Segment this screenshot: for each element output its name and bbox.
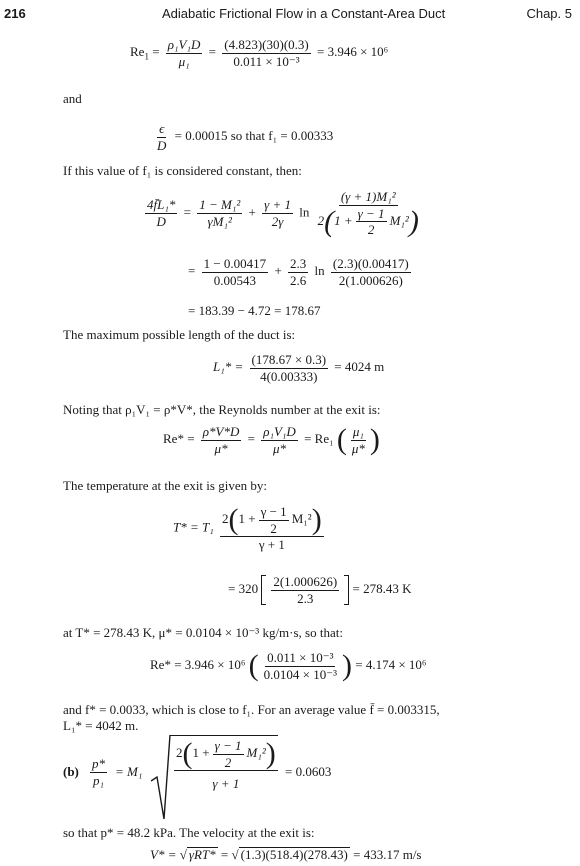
text-noting: Noting that ρ₁V₁ = ρ*V*, the Reynolds number at the exit is:	[63, 402, 381, 417]
equation-pressure-ratio: (b) $\frac{p*}{\text{p₁}}$ = M₁ 2(1 + $\frac{\gamma - 1}{2}$ M₁²) γ + 1 = 0.0603	[63, 733, 443, 823]
equation-re1: $Re_1$ = $\frac{\text{ρ₁V₁D}}{\text{μ₁}}$ = $\frac{(4.823)(30)(0.3)}{\text{0.011 × 10⁻³}}$ = 3.946 × 10⁶	[130, 37, 389, 69]
equation-tstar: T* = T₁ 2(1 + $\frac{\gamma - 1}{2}$ M₁²) γ + 1	[173, 503, 322, 553]
equation-friction-length-result: = 183.39 − 4.72 = 178.67	[188, 303, 321, 318]
text-if-constant: If this value of f₁ is considered constant, then:	[63, 163, 302, 178]
equation-epsilon: $\frac{\epsilon}{D}$ = 0.00015 so that f₁ = 0.00333	[157, 121, 334, 153]
equation-lstar: L₁* = $\frac{(178.67 \times 0.3)}{4(0.00333)}$ = 4024 m	[213, 352, 385, 384]
text-at-tstar: at T* = 278.43 K, μ* = 0.0104 × 10⁻³ kg/m·s, so that:	[63, 625, 343, 640]
equation-vstar: V* = √ γRT* = √ (1.3)(518.4)(278.43) = 433.17 m/s	[150, 847, 422, 862]
equation-tstar-numeric: = 320 $\frac{2(1.000626)}{2.3}$ = 278.43 K	[228, 574, 412, 606]
chapter-label: Chap. 5	[526, 6, 572, 21]
text-max-length: The maximum possible length of the duct is:	[63, 327, 296, 342]
equation-friction-length-numeric: = $\frac{1 - 0.00417}{0.00543}$ + $\frac{2.3}{2.6}$ ln $\frac{(2.3)(0.00417)}{2(1.000626)}$	[188, 256, 409, 288]
fraction: $\frac{\text{ρ₁V₁D}}{\text{μ₁}}$	[167, 37, 201, 69]
equation-restar-numeric: Re* = 3.946 × 10⁶ ( $\frac{\text{0.011 × 10⁻³}}{\text{0.0104 × 10⁻³}}$ ) = 4.174 × 10⁶	[150, 649, 427, 683]
page-number: 216	[4, 6, 26, 21]
sqrt-symbol	[151, 733, 171, 823]
equation-restar: Re* = $\frac{\rho*V*D}{\mu*}$ = $\frac{\text{ρ₁V₁D}}{\mu*}$ = Re₁ ( $\frac{\text{μ₁}}{\mu*}$ )	[163, 423, 380, 457]
fraction: $\frac{(4.823)(30)(0.3)}{\text{0.011 × 10⁻³}}$	[224, 37, 309, 69]
running-title: Adiabatic Frictional Flow in a Constant-Area Duct	[162, 6, 446, 21]
text-so-that: so that p* = 48.2 kPa. The velocity at the exit is:	[63, 825, 315, 840]
text-and-fstar-1: and f* = 0.0033, which is close to f₁. For an average value f̄ = 0.003315,	[63, 702, 440, 717]
text-and: and	[63, 91, 82, 106]
equation-friction-length: $\frac{\text{4f̄L₁*}}{D}$ = $\frac{\text{1 − M₁²}}{\text{γM₁²}}$ + $\frac{\gamma + 1}{2\gamma}$ ln (γ + 1)M₁² 2(1 + $\frac{\gamma - 1}{2}$ M₁²)	[147, 189, 419, 238]
text-temperature: The temperature at the exit is given by:	[63, 478, 267, 493]
text-and-fstar-2: L₁* = 4042 m.	[63, 718, 139, 733]
fraction: $\frac{\epsilon}{D}$	[157, 121, 167, 153]
page-header	[4, 6, 572, 24]
